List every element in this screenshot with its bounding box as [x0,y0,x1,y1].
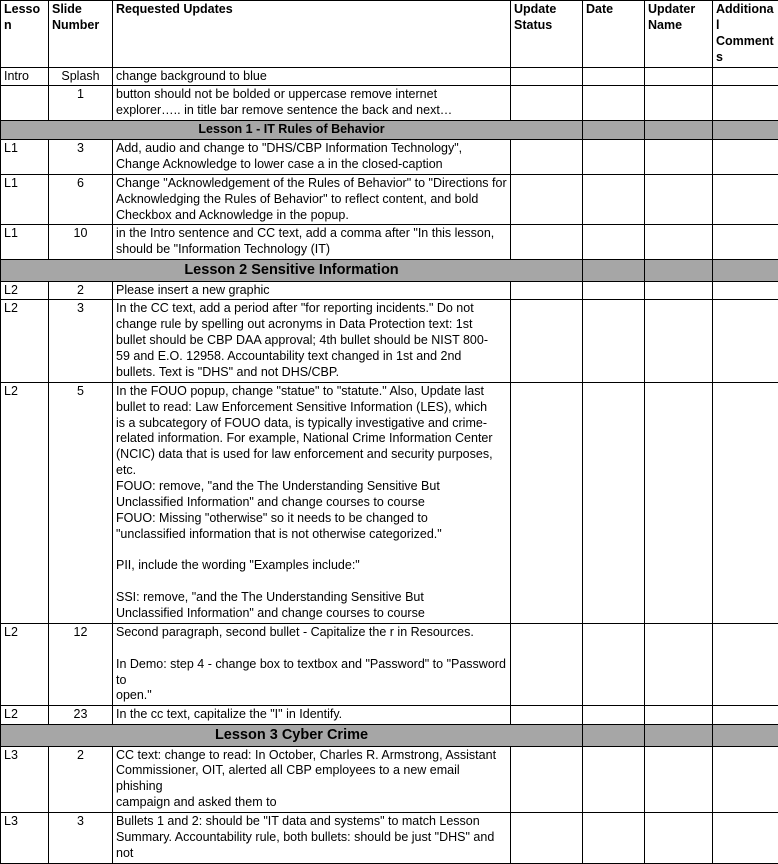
cell-additional-comments [713,382,778,623]
cell-update-status [511,623,583,705]
column-header-slide-number [49,1,113,68]
update-line: Commissioner, OIT, alerted all CBP employees to a new email phishing [116,763,507,795]
update-line: campaign and asked them to [116,795,507,811]
cell-slide-number: 6 [49,174,113,225]
cell-update-status [511,86,583,121]
cell-requested-updates [113,746,511,813]
column-header-requested-updates: Requested Updates [113,1,511,68]
cell-slide-number: 5 [49,382,113,623]
update-line [116,574,507,590]
update-line: should be "Information Technology (IT) [116,242,507,258]
cell-requested-updates [113,67,511,86]
table-row [1,746,778,813]
section-title: Lesson 2 Sensitive Information [1,260,583,281]
update-line: change background to blue [116,69,507,85]
update-line: "unclassified information that is not otherwise categorized." [116,527,507,543]
cell-slide-number: 3 [49,300,113,382]
cell-requested-updates [113,281,511,300]
cell-lesson: L3 [1,813,49,864]
section-row [1,725,778,746]
table-row [1,706,778,725]
section-row [1,260,778,281]
update-line: open." [116,688,507,704]
cell-date [583,174,645,225]
update-line: bullets. Text is "DHS" and not DHS/CBP. [116,365,507,381]
cell-update-status [511,67,583,86]
table-row [1,300,778,382]
section-comments-cell [713,260,778,281]
update-line: change rule by spelling out acronyms in Data Protection text: 1st [116,317,507,333]
column-header-date: Date [583,1,645,68]
cell-slide-number: 1 [49,86,113,121]
update-line: In the cc text, capitalize the "I" in Identify. [116,707,507,723]
cell-slide-number: 10 [49,225,113,260]
cell-updater-name [645,140,713,175]
cell-additional-comments [713,281,778,300]
cell-slide-number: 3 [49,813,113,864]
update-line: 59 and E.O. 12958. Accountability text changed in 1st and 2nd [116,349,507,365]
cell-slide-number: 2 [49,281,113,300]
column-header-updater-line1: Updater [648,2,709,18]
cell-update-status [511,746,583,813]
cell-lesson: L2 [1,382,49,623]
cell-date [583,225,645,260]
update-line: SSI: remove, "and the The Understanding Sensitive But [116,590,507,606]
update-line: In the CC text, add a period after "for reporting incidents." Do not [116,301,507,317]
update-line: FOUO: remove, "and the The Understanding Sensitive But [116,479,507,495]
cell-update-status [511,382,583,623]
update-line: Checkbox and Acknowledge in the popup. [116,208,507,224]
cell-lesson: L1 [1,174,49,225]
cell-slide-number: 12 [49,623,113,705]
update-line: CC text: change to read: In October, Charles R. Armstrong, Assistant [116,748,507,764]
cell-lesson: L2 [1,281,49,300]
update-line: bullet should be CBP DAA approval; 4th bullet should be NIST 800- [116,333,507,349]
update-line: FOUO: Missing "otherwise" so it needs to be changed to [116,511,507,527]
cell-requested-updates [113,813,511,864]
cell-update-status [511,281,583,300]
cell-update-status [511,225,583,260]
cell-additional-comments [713,746,778,813]
cell-additional-comments [713,225,778,260]
section-date-cell [583,121,645,140]
cell-lesson: Intro [1,67,49,86]
cell-additional-comments [713,813,778,864]
update-line: related information. For example, National Crime Information Center [116,431,507,447]
cell-requested-updates [113,706,511,725]
cell-date [583,140,645,175]
cell-additional-comments [713,623,778,705]
column-header-comments-line2: Comments [716,34,775,66]
update-line: Unclassified Information" and change courses to course [116,495,507,511]
cell-updater-name [645,623,713,705]
cell-additional-comments [713,174,778,225]
cell-date [583,623,645,705]
cell-requested-updates [113,174,511,225]
cell-date [583,813,645,864]
update-line: Change Acknowledge to lower case a in the closed-caption [116,157,507,173]
cell-date [583,746,645,813]
table-row [1,281,778,300]
section-title: Lesson 3 Cyber Crime [1,725,583,746]
column-header-slide-line1: Slide [52,2,109,18]
section-comments-cell [713,121,778,140]
cell-requested-updates [113,225,511,260]
column-header-additional-comments [713,1,778,68]
cell-additional-comments [713,706,778,725]
cell-additional-comments [713,300,778,382]
update-line: (NCIC) data that is used for law enforcement and security purposes, [116,447,507,463]
column-header-updater-line2: Name [648,18,709,34]
cell-lesson: L2 [1,706,49,725]
update-line [116,641,507,657]
cell-updater-name [645,86,713,121]
cell-slide-number: Splash [49,67,113,86]
column-header-lesson: Lesson [1,1,49,68]
cell-updater-name [645,67,713,86]
update-line: Second paragraph, second bullet - Capitalize the r in Resources. [116,625,507,641]
cell-date [583,706,645,725]
cell-date [583,300,645,382]
cell-updater-name [645,813,713,864]
cell-requested-updates [113,86,511,121]
cell-lesson: L2 [1,300,49,382]
cell-requested-updates [113,623,511,705]
cell-updater-name [645,382,713,623]
cell-date [583,67,645,86]
update-line: Change "Acknowledgement of the Rules of Behavior" to "Directions for [116,176,507,192]
cell-update-status [511,300,583,382]
update-line: Acknowledging the Rules of Behavior" to reflect content, and bold [116,192,507,208]
update-line: in the Intro sentence and CC text, add a comma after "In this lesson, [116,226,507,242]
update-line: In the FOUO popup, change "statue" to "statute." Also, Update last [116,384,507,400]
section-date-cell [583,260,645,281]
cell-date [583,281,645,300]
cell-updater-name [645,300,713,382]
section-date-cell [583,725,645,746]
table-row [1,382,778,623]
column-header-comments-line1: Additional [716,2,775,34]
update-line: Please insert a new graphic [116,283,507,299]
column-header-status-line1: Update [514,2,579,18]
column-header-updater-name [645,1,713,68]
cell-lesson [1,86,49,121]
table-row [1,86,778,121]
cell-update-status [511,813,583,864]
table-row [1,67,778,86]
table-header [1,1,778,68]
cell-updater-name [645,174,713,225]
update-line: Add, audio and change to "DHS/CBP Information Technology", [116,141,507,157]
cell-lesson: L2 [1,623,49,705]
cell-slide-number: 3 [49,140,113,175]
cell-update-status [511,174,583,225]
update-line: Summary. Accountability rule, both bullets: should be just "DHS" and not [116,830,507,862]
update-line: explorer….. in title bar remove sentence the back and next… [116,103,507,119]
cell-update-status [511,706,583,725]
update-line: In Demo: step 4 - change box to textbox and "Password" to "Password to [116,657,507,689]
cell-update-status [511,140,583,175]
cell-updater-name [645,281,713,300]
cell-updater-name [645,746,713,813]
header-row [1,1,778,68]
update-line [116,543,507,559]
cell-lesson: L1 [1,140,49,175]
cell-requested-updates [113,382,511,623]
table-row [1,813,778,864]
cell-requested-updates [113,140,511,175]
cell-updater-name [645,706,713,725]
cell-lesson: L3 [1,746,49,813]
update-line: Bullets 1 and 2: should be "IT data and systems" to match Lesson [116,814,507,830]
update-line: etc. [116,463,507,479]
section-title: Lesson 1 - IT Rules of Behavior [1,121,583,140]
column-header-update-status [511,1,583,68]
cell-slide-number: 2 [49,746,113,813]
update-line: is a subcategory of FOUO data, is typically investigative and crime- [116,416,507,432]
cell-additional-comments [713,140,778,175]
update-line: button should not be bolded or uppercase remove internet [116,87,507,103]
section-updater-cell [645,121,713,140]
table-row [1,623,778,705]
table-row [1,140,778,175]
update-line: Unclassified Information" and change courses to course [116,606,507,622]
section-updater-cell [645,260,713,281]
cell-date [583,86,645,121]
cell-updater-name [645,225,713,260]
update-line: PII, include the wording "Examples include:" [116,558,507,574]
table-body [1,67,778,863]
cell-date [583,382,645,623]
section-row [1,121,778,140]
update-line: bullet to read: Law Enforcement Sensitive Information (LES), which [116,400,507,416]
cell-lesson: L1 [1,225,49,260]
section-comments-cell [713,725,778,746]
column-header-status-line2: Status [514,18,579,34]
table-row [1,225,778,260]
cell-additional-comments [713,86,778,121]
table-row [1,174,778,225]
section-updater-cell [645,725,713,746]
cell-requested-updates [113,300,511,382]
cell-additional-comments [713,67,778,86]
column-header-slide-line2: Number [52,18,109,34]
cell-slide-number: 23 [49,706,113,725]
